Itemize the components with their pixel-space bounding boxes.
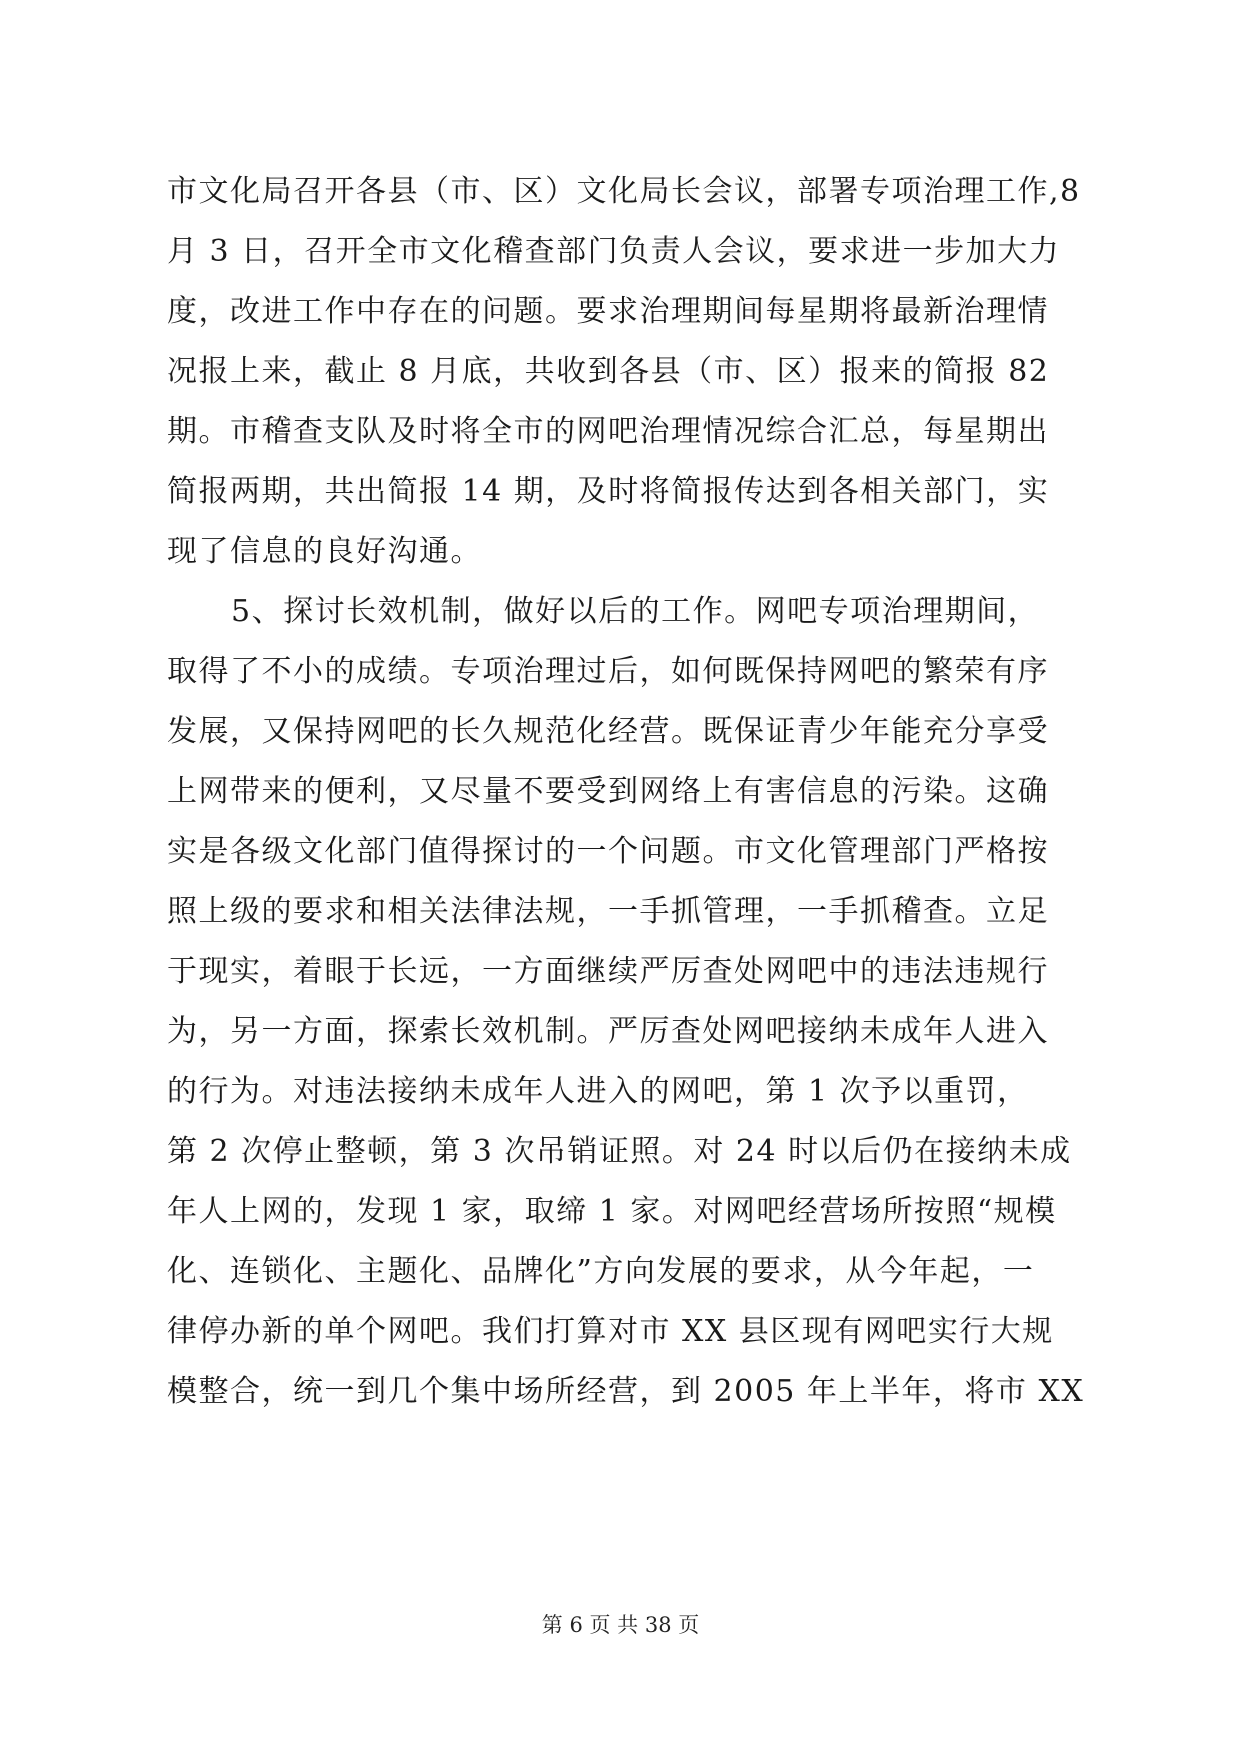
text-line: 度，改进工作中存在的问题。要求治理期间每星期将最新治理情 xyxy=(167,294,1049,329)
document-body xyxy=(167,162,1085,1422)
text-line: 为，另一方面，探索长效机制。严厉查处网吧接纳未成年人进入 xyxy=(167,1014,1049,1049)
text-line: 月 3 日，召开全市文化稽查部门负责人会议，要求进一步加大力 xyxy=(167,234,1061,269)
text-line: 市文化局召开各县（市、区）文化局长会议，部署专项治理工作,8 xyxy=(167,174,1081,209)
text-line: 的行为。对违法接纳未成年人进入的网吧，第 1 次予以重罚， xyxy=(167,1074,1029,1109)
text-line: 发展，又保持网吧的长久规范化经营。既保证青少年能充分享受 xyxy=(167,714,1049,749)
text-line: 上网带来的便利，又尽量不要受到网络上有害信息的污染。这确 xyxy=(167,774,1049,809)
text-line: 化、连锁化、主题化、品牌化”方向发展的要求，从今年起，一 xyxy=(167,1254,1035,1289)
text-line: 期。市稽查支队及时将全市的网吧治理情况综合汇总，每星期出 xyxy=(167,414,1049,449)
paragraph-first-line: 5、探讨长效机制，做好以后的工作。网吧专项治理期间， xyxy=(231,594,1040,629)
page-footer xyxy=(0,1610,1241,1640)
text-line: 第 2 次停止整顿，第 3 次吊销证照。对 24 时以后仍在接纳未成 xyxy=(167,1134,1072,1169)
text-line: 年人上网的，发现 1 家，取缔 1 家。对网吧经营场所按照“规模 xyxy=(167,1194,1057,1229)
text-line: 照上级的要求和相关法律法规，一手抓管理，一手抓稽查。立足 xyxy=(167,894,1049,929)
text-line: 现了信息的良好沟通。 xyxy=(167,534,482,569)
text-line: 模整合，统一到几个集中场所经营，到 2005 年上半年，将市 XX xyxy=(167,1374,1085,1409)
text-line: 取得了不小的成绩。专项治理过后，如何既保持网吧的繁荣有序 xyxy=(167,654,1049,689)
page-number: 第 6 页 共 38 页 xyxy=(541,1613,700,1637)
text-line: 于现实，着眼于长远，一方面继续严厉查处网吧中的违法违规行 xyxy=(167,954,1049,989)
text-line: 况报上来，截止 8 月底，共收到各县（市、区）报来的简报 82 xyxy=(167,354,1050,389)
text-line: 实是各级文化部门值得探讨的一个问题。市文化管理部门严格按 xyxy=(167,834,1049,869)
text-line: 律停办新的单个网吧。我们打算对市 XX 县区现有网吧实行大规 xyxy=(167,1314,1054,1349)
text-line: 简报两期，共出简报 14 期，及时将简报传达到各相关部门，实 xyxy=(167,474,1050,509)
